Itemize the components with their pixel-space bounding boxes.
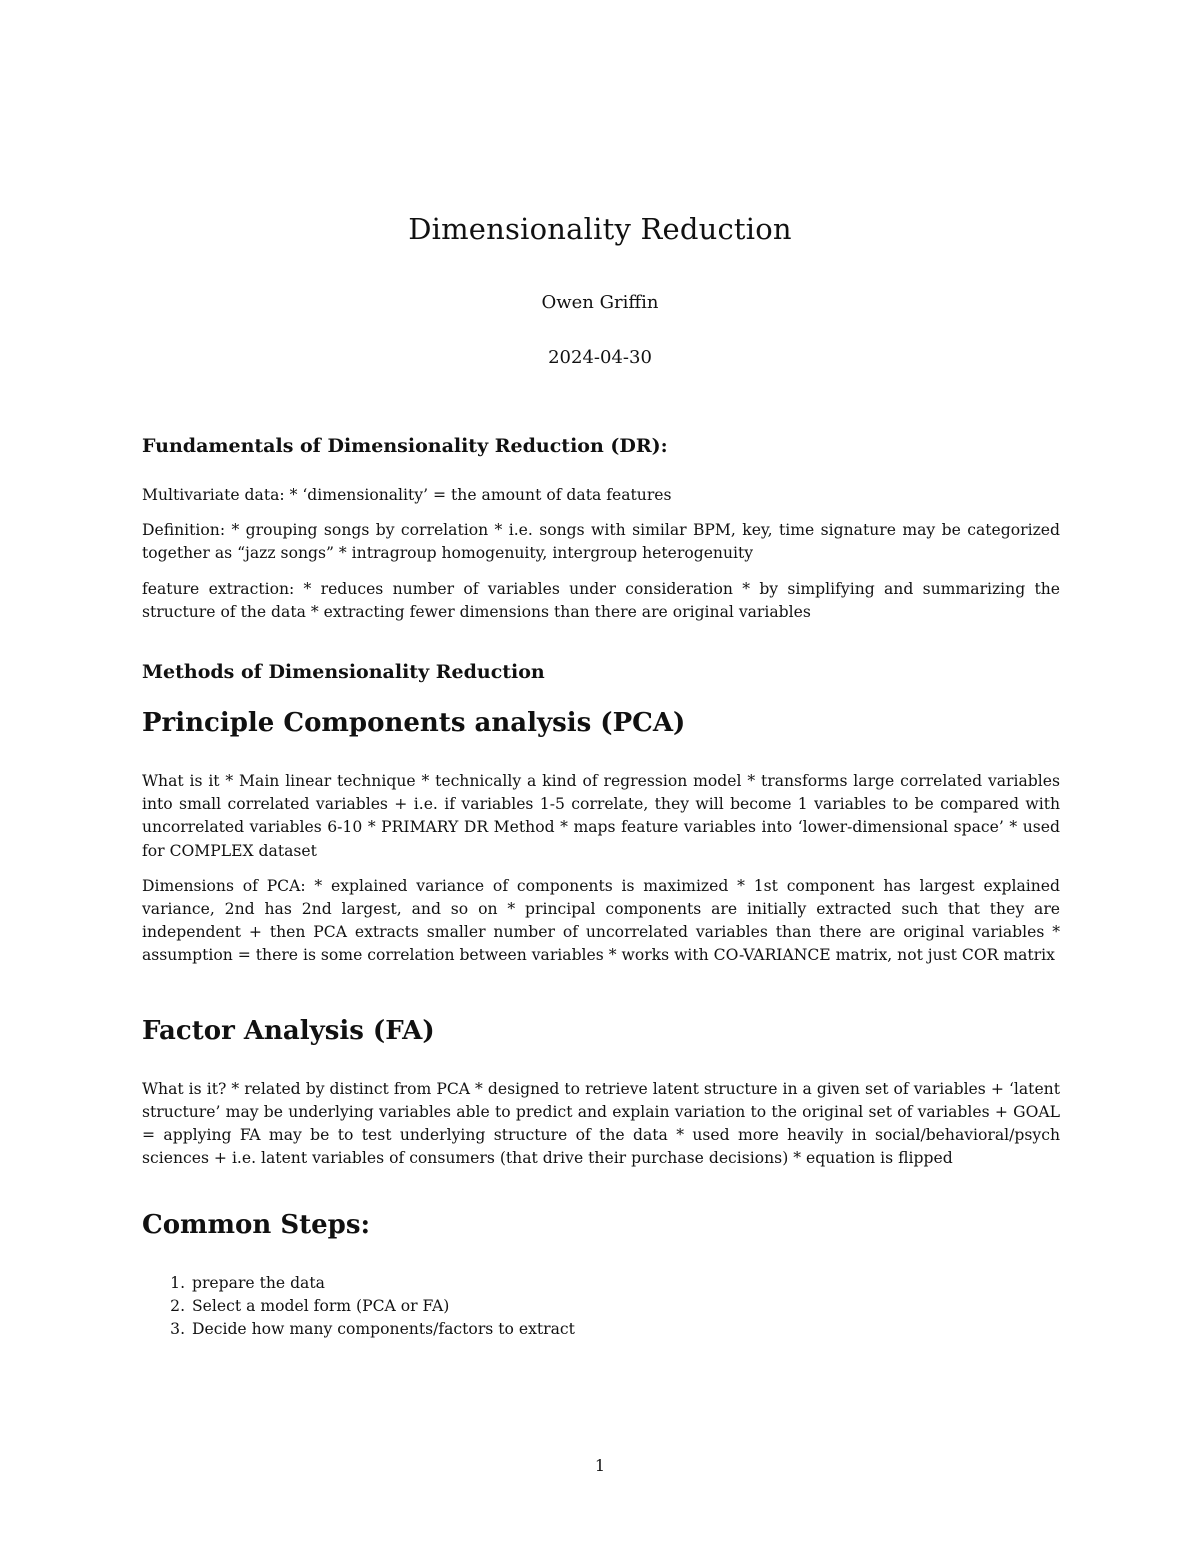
paragraph-fa-what: What is it? * related by distinct from PCA * designed to retrieve latent structure in a given set of variables + ‘latent structure’ may be underlying variables able to predict and explain variation to the original set of variables + GOAL = applying FA may be to test underlying structure of the data * used more heavily in social/behavioral/psych sciences + i.e. latent variables of consumers (that drive their purchase decisions) * equation is flipped xyxy=(142,1079,1060,1168)
paragraph-multivariate: Multivariate data: * ‘dimensionality’ = the amount of data features xyxy=(142,486,672,504)
document-title: Dimensionality Reduction xyxy=(408,212,792,246)
list-item: 2. Select a model form (PCA or FA) xyxy=(190,1295,1060,1318)
list-item: 1. prepare the data xyxy=(190,1272,1060,1295)
section-heading-methods: Methods of Dimensionality Reduction xyxy=(142,661,545,684)
section-heading-fa: Factor Analysis (FA) xyxy=(142,1015,435,1046)
section-heading-steps: Common Steps: xyxy=(142,1210,371,1241)
document-author: Owen Griffin xyxy=(541,292,659,313)
paragraph-feature-extraction: feature extraction: * reduces number of variables under consideration * by simplifying and summarizing the structure of the data * extracting fewer dimensions than there are original variables xyxy=(142,579,1060,621)
paragraph-pca-what: What is it * Main linear technique * technically a kind of regression model * transforms large correlated variables into small correlated variables + i.e. if variables 1-5 correlate, they will become 1 variables to be compared with uncorrelated variables 6-10 * PRIMARY DR Method * maps feature variables into ‘lower-dimensional space’ * used for COMPLEX dataset xyxy=(142,772,1060,860)
steps-list xyxy=(142,1272,1060,1341)
paragraph-definition: Definition: * grouping songs by correlation * i.e. songs with similar BPM, key, time signature may be categorized together as “jazz songs” * intragroup homogenuity, intergroup heterogenuity xyxy=(142,521,1060,563)
section-heading-fundamentals: Fundamentals of Dimensionality Reduction (DR): xyxy=(142,435,668,457)
section-heading-pca: Principle Components analysis (PCA) xyxy=(142,708,686,739)
list-item: 3. Decide how many components/factors to extract xyxy=(190,1318,1060,1341)
paragraph-pca-dimensions: Dimensions of PCA: * explained variance of components is maximized * 1st component has largest explained variance, 2nd has 2nd largest, and so on * principal components are initially extracted such that they are independent + then PCA extracts smaller number of uncorrelated variables than there are original variables * assumption = there is some correlation between variables * works with CO-VARIANCE matrix, not just COR matrix xyxy=(142,876,1060,965)
document-date: 2024-04-30 xyxy=(548,347,652,368)
page-number: 1 xyxy=(594,1456,606,1475)
document-body xyxy=(142,432,1060,1341)
